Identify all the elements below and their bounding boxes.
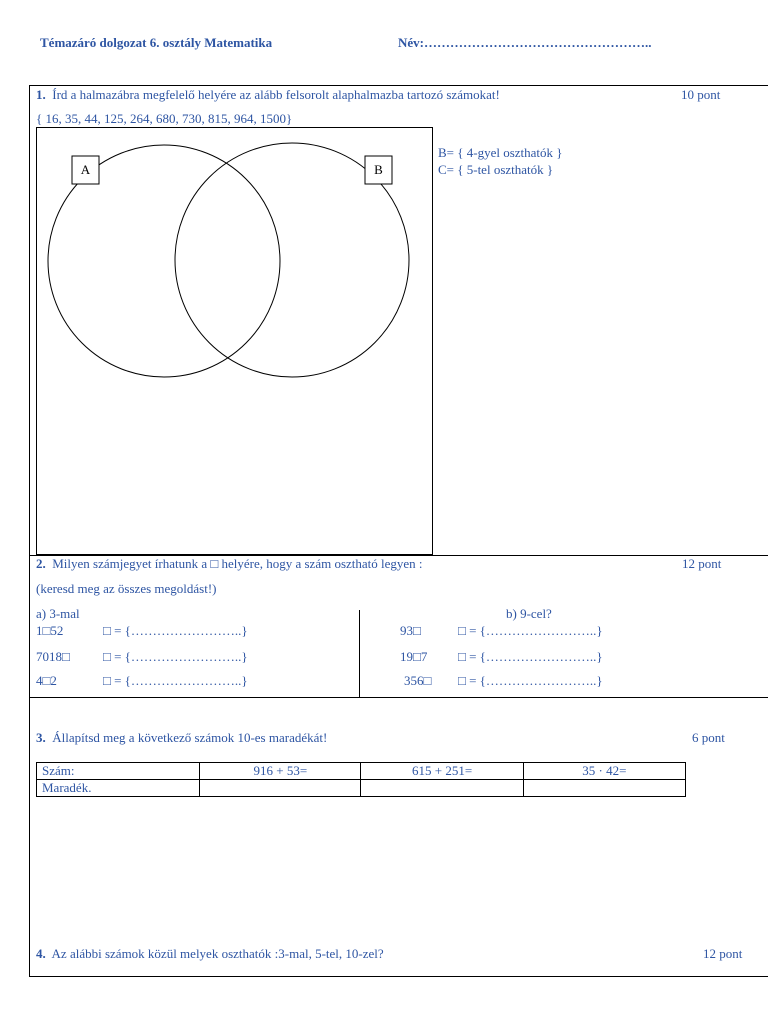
table-cell-label: Maradék.: [37, 780, 200, 797]
name-field[interactable]: Név:……………………………………………..: [398, 35, 652, 50]
q2a-item-2-answer[interactable]: □ = {……………………..}: [103, 649, 248, 664]
q2b-item-2-expr: 19□7: [400, 649, 428, 664]
table-cell-expression: 35 · 42=: [523, 763, 685, 780]
set-c-definition: C= { 5-tel oszthatók }: [438, 162, 554, 177]
q2b-item-2-answer[interactable]: □ = {……………………..}: [458, 649, 603, 664]
q3-number: 3.: [36, 730, 46, 745]
q2-text: Milyen számjegyet írhatunk a □ helyére, hogy a szám osztható legyen :: [52, 556, 423, 571]
q2b-item-3-answer[interactable]: □ = {……………………..}: [458, 673, 603, 688]
q1-set: { 16, 35, 44, 125, 264, 680, 730, 815, 964, 1500}: [36, 111, 293, 126]
table-cell-expression: 615 + 251=: [361, 763, 523, 780]
q3-text: Állapítsd meg a következő számok 10-es maradékát!: [52, 730, 328, 745]
q2a-item-3-expr: 4□2: [36, 673, 57, 688]
q2-number: 2.: [36, 556, 46, 571]
q1-prompt: [36, 87, 500, 103]
q2a-item-1-expr: 1□52: [36, 623, 64, 638]
q2-prompt: [36, 556, 423, 572]
q3-prompt: [36, 730, 327, 746]
q1-number: 1.: [36, 87, 46, 102]
q4-prompt: [36, 946, 384, 962]
page-title: Témazáró dolgozat 6. osztály Matematika: [40, 35, 273, 50]
venn-label-a: A: [80, 162, 91, 177]
q2a-item-3-answer[interactable]: □ = {……………………..}: [103, 673, 248, 688]
table-row: [37, 763, 686, 780]
table-cell-expression: 916 + 53=: [200, 763, 361, 780]
q3-points: 6 pont: [692, 730, 725, 745]
q2b-item-1-expr: 93□: [400, 623, 421, 638]
q4-number: 4.: [36, 946, 46, 961]
q4-text: Az alábbi számok közül melyek oszthatók :3-mal, 5-tel, 10-zel?: [51, 946, 384, 961]
q2b-item-1-answer[interactable]: □ = {……………………..}: [458, 623, 603, 638]
remainder-table: [36, 762, 686, 797]
table-cell-label: Szám:: [37, 763, 200, 780]
venn-diagram: [36, 127, 433, 555]
set-b-definition: B= { 4-gyel oszthatók }: [438, 145, 563, 160]
table-row: [37, 780, 686, 797]
q2a-item-1-answer[interactable]: □ = {……………………..}: [103, 623, 248, 638]
q4-points: 12 pont: [703, 946, 743, 961]
q2-column-divider: [359, 610, 360, 697]
venn-label-b: B: [374, 162, 383, 177]
table-cell-answer[interactable]: [200, 780, 361, 797]
q1-points: 10 pont: [681, 87, 721, 102]
q2a-item-2-expr: 7018□: [36, 649, 70, 664]
table-cell-answer[interactable]: [361, 780, 523, 797]
q2-note: (keresd meg az összes megoldást!): [36, 581, 217, 596]
q2-left-header: a) 3-mal: [36, 606, 80, 621]
divider-q2-q3: [29, 697, 768, 698]
q2b-item-3-expr: 356□: [404, 673, 432, 688]
q1-text: Írd a halmazábra megfelelő helyére az alább felsorolt alaphalmazba tartozó számokat!: [52, 87, 500, 102]
q2-points: 12 pont: [682, 556, 722, 571]
q2-right-header: b) 9-cel?: [506, 606, 552, 621]
table-cell-answer[interactable]: [523, 780, 685, 797]
